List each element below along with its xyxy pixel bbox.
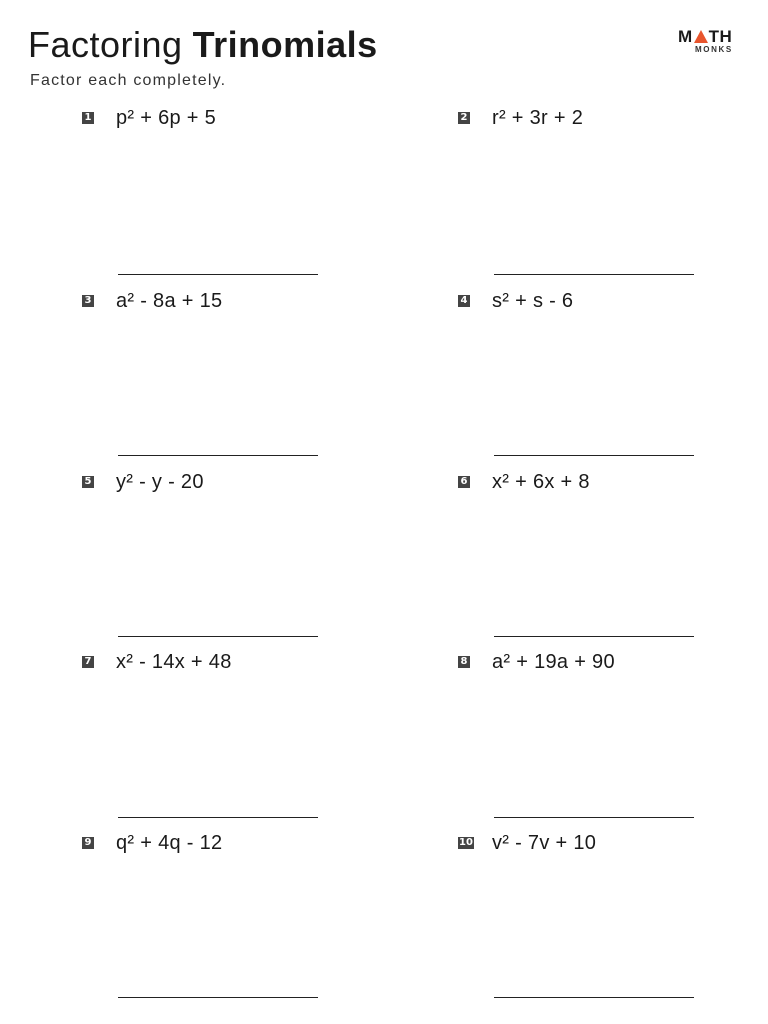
problem-2 bbox=[458, 108, 758, 278]
problem-1 bbox=[82, 108, 382, 278]
problem-expression: x² + 6x + 8 bbox=[492, 471, 590, 493]
problem-7 bbox=[82, 652, 382, 822]
math-monks-logo bbox=[678, 28, 740, 58]
problem-3 bbox=[82, 291, 382, 461]
answer-line[interactable] bbox=[118, 455, 318, 456]
title-light: Factoring bbox=[28, 24, 183, 65]
problem-number: 9 bbox=[82, 837, 94, 849]
logo-triangle-icon bbox=[694, 30, 708, 43]
answer-line[interactable] bbox=[118, 636, 318, 637]
answer-line[interactable] bbox=[118, 274, 318, 275]
logo-subtitle: MONKS bbox=[695, 45, 733, 54]
problem-5 bbox=[82, 472, 382, 642]
title-bold: Trinomials bbox=[192, 24, 378, 65]
problem-number: 4 bbox=[458, 295, 470, 307]
problem-expression: p² + 6p + 5 bbox=[116, 107, 217, 129]
logo-letter-m: M bbox=[678, 27, 693, 46]
answer-line[interactable] bbox=[494, 817, 694, 818]
problem-6 bbox=[458, 472, 758, 642]
problem-4 bbox=[458, 291, 758, 461]
problem-number: 1 bbox=[82, 112, 94, 124]
problem-9 bbox=[82, 833, 382, 1003]
problem-8 bbox=[458, 652, 758, 822]
answer-line[interactable] bbox=[494, 997, 694, 998]
problem-number: 2 bbox=[458, 112, 470, 124]
problem-10 bbox=[458, 833, 758, 1003]
problem-expression: q² + 4q - 12 bbox=[116, 832, 223, 854]
answer-line[interactable] bbox=[494, 274, 694, 275]
answer-line[interactable] bbox=[118, 817, 318, 818]
worksheet-title bbox=[28, 24, 378, 66]
problem-expression: s² + s - 6 bbox=[492, 290, 574, 312]
problem-expression: a² + 19a + 90 bbox=[492, 651, 615, 673]
problem-expression: x² - 14x + 48 bbox=[116, 651, 232, 673]
instructions: Factor each completely. bbox=[30, 72, 227, 89]
problem-expression: a² - 8a + 15 bbox=[116, 290, 223, 312]
problem-expression: v² - 7v + 10 bbox=[492, 832, 597, 854]
problem-expression: r² + 3r + 2 bbox=[492, 107, 584, 129]
answer-line[interactable] bbox=[494, 455, 694, 456]
problem-number: 5 bbox=[82, 476, 94, 488]
problem-number: 6 bbox=[458, 476, 470, 488]
problem-number: 3 bbox=[82, 295, 94, 307]
logo-letters-th: TH bbox=[708, 27, 733, 46]
problem-number: 8 bbox=[458, 656, 470, 668]
answer-line[interactable] bbox=[118, 997, 318, 998]
problem-number: 10 bbox=[459, 837, 473, 848]
answer-line[interactable] bbox=[494, 636, 694, 637]
problem-number: 7 bbox=[82, 656, 94, 668]
problem-expression: y² - y - 20 bbox=[116, 471, 204, 493]
